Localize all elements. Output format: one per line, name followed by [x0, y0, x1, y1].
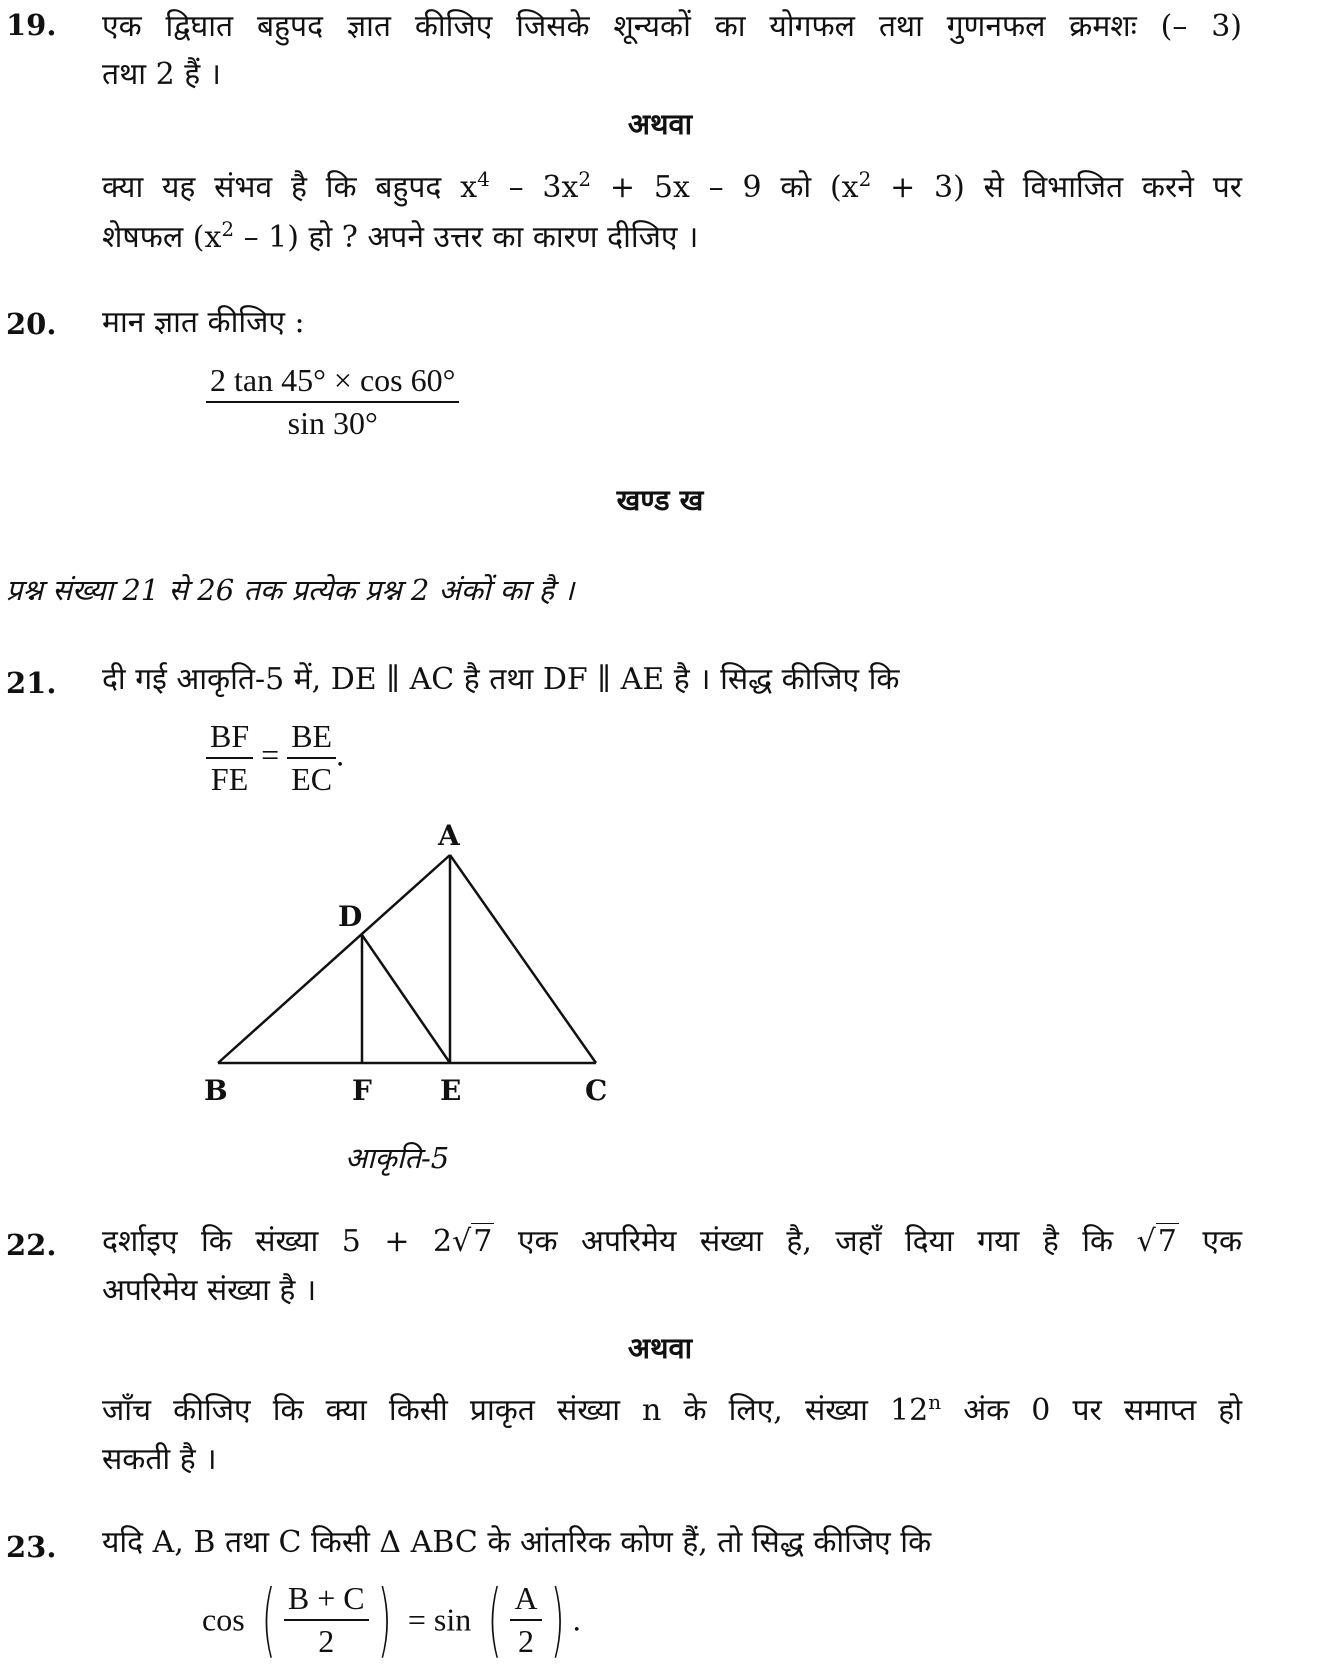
question-number-19: 19. — [6, 8, 57, 42]
section-title: खण्ड ख — [616, 483, 704, 517]
q20-numerator: 2 tan 45° × cos 60° — [206, 362, 459, 403]
q20-expression — [206, 362, 459, 442]
q22-alt-text-cont: सकती है । — [102, 1442, 217, 1477]
q20-denominator: sin 30° — [287, 405, 378, 441]
q19-alt-text: क्या यह संभव है कि बहुपद $x^4 - 3x^2 + 5x - 9$ को $(x^2 + 3)$ से विभाजित करने पर — [102, 167, 1242, 205]
q23-equals-sin: = sin — [407, 1601, 472, 1638]
label-a: A — [438, 819, 460, 852]
q19-text-cont: तथा 2 हैं । — [102, 57, 222, 92]
q21-equals: = — [261, 736, 280, 773]
q21-frac2-den: EC — [291, 761, 333, 797]
q21-frac2-num: BE — [287, 718, 336, 759]
q19-alt-text-cont: शेषफल $(x^2 - 1)$ हो ? अपने उत्तर का कारण दीजिए । — [102, 217, 699, 255]
q19-text: एक द्विघात बहुपद ज्ञात कीजिए जिसके शून्यकों का योगफल तथा गुणनफल क्रमशः (– 3) — [102, 9, 1242, 44]
figure-5-caption: आकृति-5 — [345, 1141, 450, 1175]
q23-lhs-den: 2 — [318, 1623, 335, 1659]
line-ba — [218, 855, 450, 1063]
q22-alt-text: जाँच कीजिए कि क्या किसी प्राकृत संख्या n के लिए, संख्या 12$^n$ अंक 0 पर समाप्त हो — [102, 1390, 1242, 1428]
q23-paren-close-2: ) — [550, 1573, 565, 1666]
q23-paren-close-1: ) — [377, 1573, 392, 1666]
figure-5-triangle — [190, 810, 650, 1110]
q23-period: . — [572, 1601, 581, 1638]
q23-paren-open-2: ( — [487, 1573, 502, 1666]
label-f: F — [352, 1074, 372, 1107]
q19-or-heading: अथवा — [627, 107, 693, 141]
question-number-21: 21. — [6, 666, 57, 700]
q22-or-heading: अथवा — [627, 1331, 693, 1365]
q23-text: यदि A, B तथा C किसी Δ ABC के आंतरिक कोण हैं, तो सिद्ध कीजिए कि — [102, 1525, 932, 1560]
question-number-22: 22. — [6, 1228, 57, 1262]
q23-rhs-num: A — [510, 1580, 541, 1621]
q23-lhs-num: B + C — [284, 1580, 369, 1621]
q23-rhs-den: 2 — [517, 1623, 534, 1659]
q23-identity — [202, 1573, 581, 1670]
section-note: प्रश्न संख्या 21 से 26 तक प्रत्येक प्रश्न 2 अंकों का है । — [6, 573, 575, 607]
q22-text-cont: अपरिमेय संख्या है । — [102, 1273, 317, 1308]
q23-paren-open-1: ( — [261, 1573, 276, 1666]
line-ac — [450, 855, 596, 1063]
line-de — [362, 935, 450, 1063]
q21-frac1-den: FE — [210, 761, 249, 797]
q21-ratio — [206, 718, 344, 798]
q21-period: . — [336, 736, 345, 773]
label-e: E — [440, 1074, 462, 1107]
label-d: D — [338, 900, 363, 933]
q21-frac1-num: BF — [206, 718, 253, 759]
q22-text: दर्शाइए कि संख्या 5 + 2√7 एक अपरिमेय संख्या है, जहाँ दिया गया है कि √7 एक — [102, 1224, 1242, 1259]
label-c: C — [585, 1074, 608, 1107]
label-b: B — [204, 1074, 228, 1107]
question-number-20: 20. — [6, 307, 57, 341]
question-number-23: 23. — [6, 1530, 57, 1564]
q20-text: मान ज्ञात कीजिए : — [102, 305, 305, 340]
q21-text: दी गई आकृति-5 में, DE ∥ AC है तथा DF ∥ AE है । सिद्ध कीजिए कि — [102, 662, 900, 697]
q23-cos: cos — [202, 1601, 245, 1638]
